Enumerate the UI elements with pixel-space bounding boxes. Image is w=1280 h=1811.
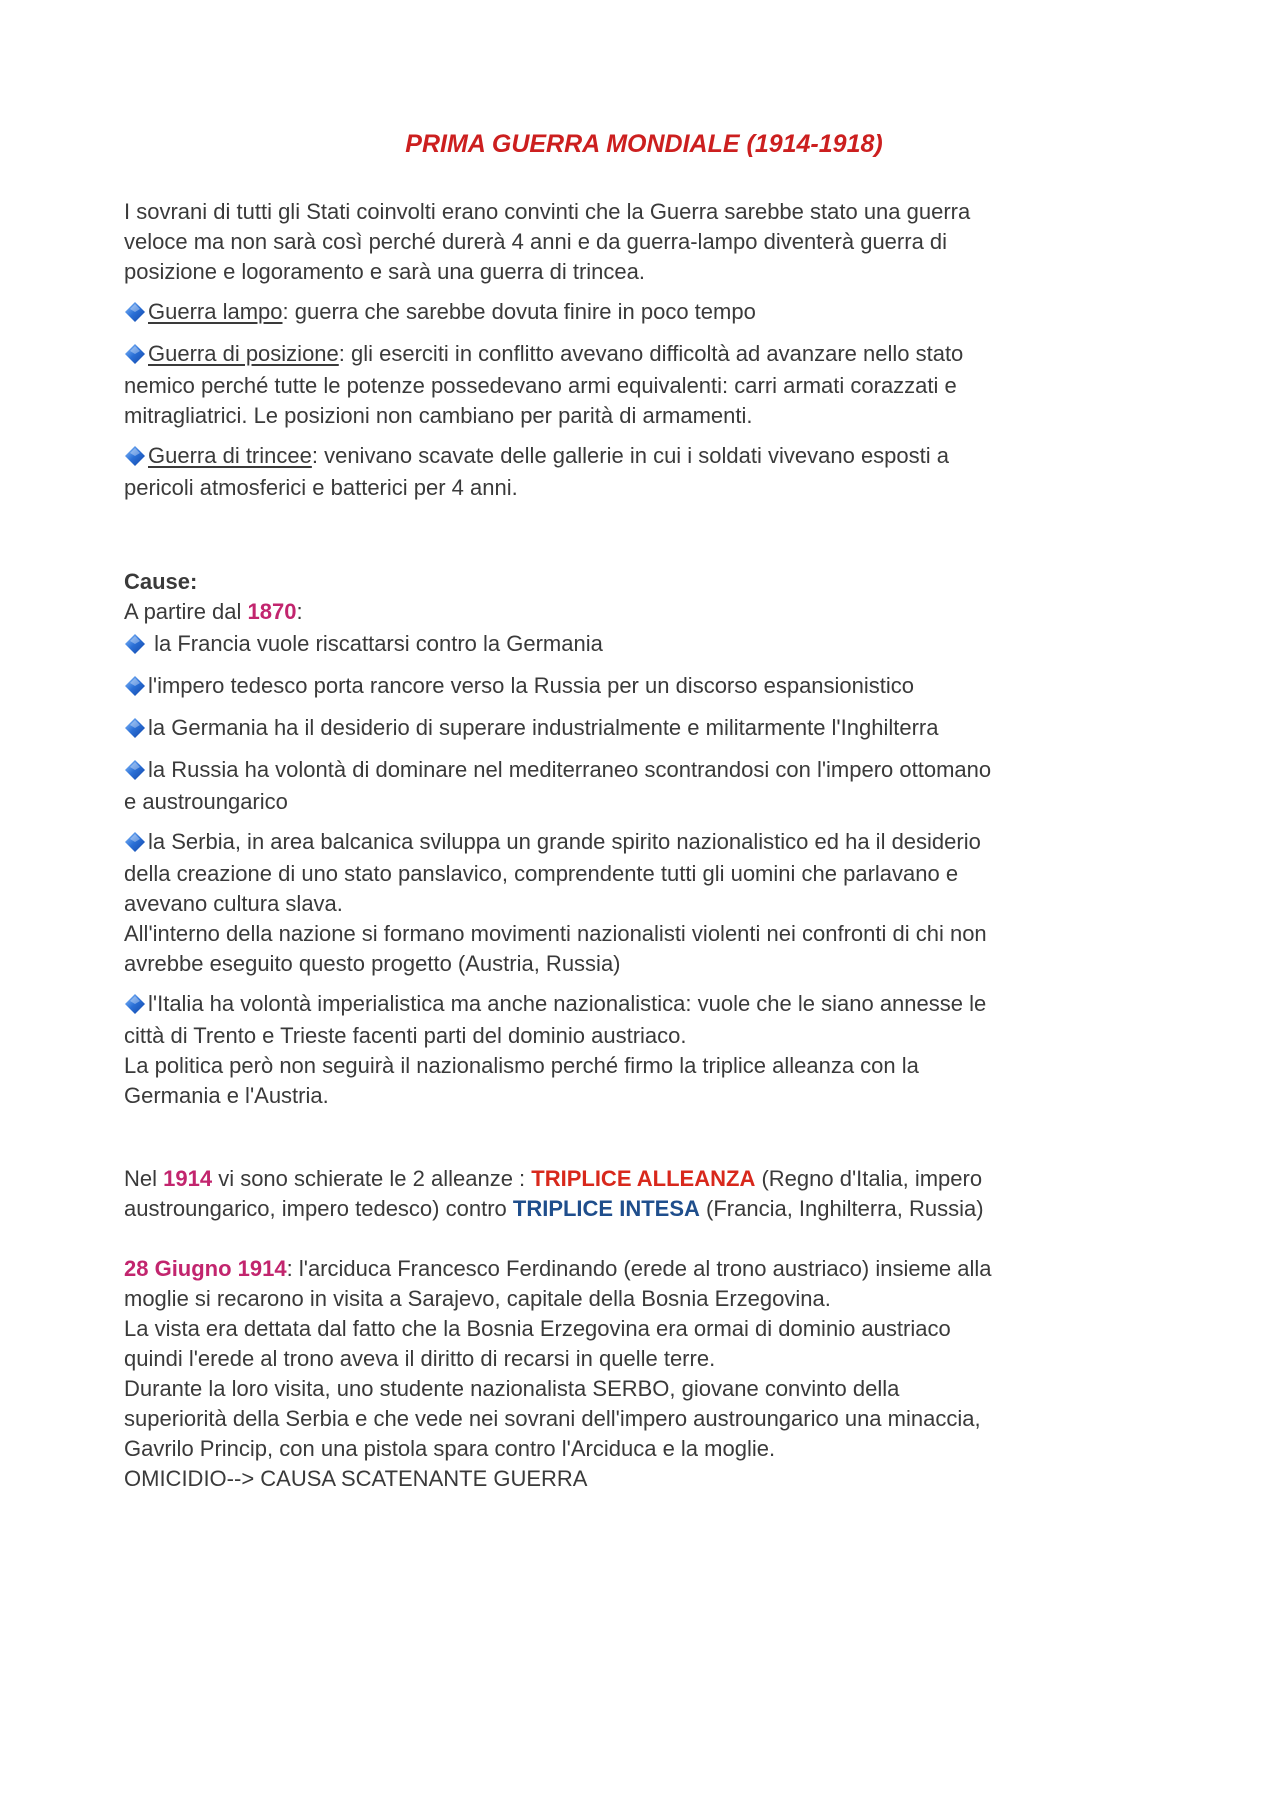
spacer — [124, 979, 1164, 987]
cause-item-text: la Russia ha volontà di dominare nel mediterraneo scontrandosi con l'impero ottomano — [148, 757, 992, 782]
blue-diamond-icon — [124, 759, 146, 781]
sarajevo-line: OMICIDIO--> CAUSA SCATENANTE GUERRA — [124, 1466, 588, 1491]
cause-item-text: l'impero tedesco porta rancore verso la Russia per un discorso espansionistico — [148, 673, 915, 698]
intro-line: I sovrani di tutti gli Stati coinvolti erano convinti che la Guerra sarebbe stato una guerra — [124, 199, 971, 224]
blue-diamond-icon — [124, 993, 146, 1015]
cause-heading: Cause: — [124, 569, 198, 594]
spacer — [124, 329, 1164, 337]
cause-item-line: La politica però non seguirà il nazionalismo perché firmo la triplice alleanza con la — [124, 1053, 919, 1078]
definition-item — [124, 337, 1164, 371]
alliances-prefix: Nel — [124, 1166, 164, 1191]
spacer — [124, 817, 1164, 825]
cause-item-line: avevano cultura slava. — [124, 891, 343, 916]
spacer — [124, 703, 1164, 711]
definition-text: : venivano scavate delle gallerie in cui i soldati vivevano esposti a — [311, 443, 949, 468]
sarajevo-section — [124, 1254, 1164, 1494]
blue-diamond-icon — [124, 343, 146, 365]
cause-item-line: All'interno della nazione si formano movimenti nazionalisti violenti nei confronti di chi non — [124, 921, 987, 946]
cause-item-text: l'Italia ha volontà imperialistica ma anche nazionalistica: vuole che le siano annesse le — [148, 991, 987, 1016]
cause-from-year: 1870 — [247, 599, 297, 624]
cause-item — [124, 627, 1164, 661]
definition-term: Guerra di trincee — [148, 443, 312, 468]
blue-diamond-icon — [124, 831, 146, 853]
cause-item-line: città di Trento e Trieste facenti parti del dominio austriaco. — [124, 1023, 687, 1048]
spacer — [124, 661, 1164, 669]
cause-item — [124, 987, 1164, 1021]
sarajevo-text: : l'arciduca Francesco Ferdinando (erede al trono austriaco) insieme alla — [286, 1256, 992, 1281]
sarajevo-line: quindi l'erede al trono aveva il diritto di recarsi in quelle terre. — [124, 1346, 716, 1371]
alliances-line — [124, 1194, 1164, 1224]
sarajevo-line: superiorità della Serbia e che vede nei sovrani dell'impero austroungarico una minaccia, — [124, 1406, 981, 1431]
cause-from-prefix: A partire dal — [124, 599, 248, 624]
cause-item-text: la Francia vuole riscattarsi contro la Germania — [148, 631, 603, 656]
cause-item — [124, 711, 1164, 745]
cause-item-text: la Serbia, in area balcanica sviluppa un grande spirito nazionalistico ed ha il desiderio — [148, 829, 981, 854]
blue-diamond-icon — [124, 675, 146, 697]
cause-intro — [124, 597, 1164, 627]
blue-diamond-icon — [124, 717, 146, 739]
cause-item-line: Germania e l'Austria. — [124, 1083, 329, 1108]
triplice-alleanza: TRIPLICE ALLEANZA — [531, 1166, 756, 1191]
intesa-members: (Francia, Inghilterra, Russia) — [699, 1196, 984, 1221]
alliances-line2-prefix: austroungarico, impero tedesco) contro — [124, 1196, 513, 1221]
sarajevo-line: Gavrilo Princip, con una pistola spara contro l'Arciduca e la moglie. — [124, 1436, 776, 1461]
cause-item-line: avrebbe eseguito questo progetto (Austria, Russia) — [124, 951, 621, 976]
intro-line: veloce ma non sarà così perché durerà 4 anni e da guerra-lampo diventerà guerra di — [124, 229, 948, 254]
sarajevo-line: Durante la loro visita, uno studente nazionalista SERBO, giovane convinto della — [124, 1376, 900, 1401]
definition-item — [124, 295, 1164, 329]
cause-from-suffix: : — [296, 599, 303, 624]
definition-text: : gli eserciti in conflitto avevano difficoltà ad avanzare nello stato — [338, 341, 964, 366]
cause-item — [124, 825, 1164, 859]
spacer — [124, 287, 1164, 295]
sarajevo-line — [124, 1254, 1164, 1284]
cause-section — [124, 567, 1164, 1111]
page-title: PRIMA GUERRA MONDIALE (1914-1918) — [405, 130, 883, 158]
sarajevo-date: 28 Giugno 1914 — [124, 1256, 287, 1281]
definition-term: Guerra lampo — [148, 299, 283, 324]
alliances-section — [124, 1164, 1164, 1224]
definition-line: mitragliatrici. Le posizioni non cambiano per parità di armamenti. — [124, 403, 753, 428]
alliances-line — [124, 1164, 1164, 1194]
blue-diamond-icon — [124, 633, 146, 655]
cause-item-text: la Germania ha il desiderio di superare industrialmente e militarmente l'Inghilterra — [148, 715, 939, 740]
blue-diamond-icon — [124, 301, 146, 323]
cause-item-line: della creazione di uno stato panslavico, comprendente tutti gli uomini che parlavano e — [124, 861, 959, 886]
cause-item — [124, 753, 1164, 787]
sarajevo-line: moglie si recarono in visita a Sarajevo, capitale della Bosnia Erzegovina. — [124, 1286, 831, 1311]
spacer — [124, 745, 1164, 753]
blue-diamond-icon — [124, 445, 146, 467]
cause-item-line: e austroungarico — [124, 789, 288, 814]
intro-section — [124, 197, 1164, 503]
alleanza-members: (Regno d'Italia, impero — [755, 1166, 983, 1191]
definition-line: pericoli atmosferici e batterici per 4 anni. — [124, 475, 518, 500]
alliances-year: 1914 — [163, 1166, 213, 1191]
cause-item — [124, 669, 1164, 703]
definition-text: : guerra che sarebbe dovuta finire in poco tempo — [282, 299, 756, 324]
triplice-intesa: TRIPLICE INTESA — [512, 1196, 700, 1221]
alliances-middle: vi sono schierate le 2 alleanze : — [212, 1166, 532, 1191]
definition-item — [124, 439, 1164, 473]
definition-term: Guerra di posizione — [148, 341, 339, 366]
definition-line: nemico perché tutte le potenze possedevano armi equivalenti: carri armati corazzati e — [124, 373, 957, 398]
intro-line: posizione e logoramento e sarà una guerra di trincea. — [124, 259, 645, 284]
spacer — [124, 431, 1164, 439]
sarajevo-line: La vista era dettata dal fatto che la Bosnia Erzegovina era ormai di dominio austriaco — [124, 1316, 951, 1341]
